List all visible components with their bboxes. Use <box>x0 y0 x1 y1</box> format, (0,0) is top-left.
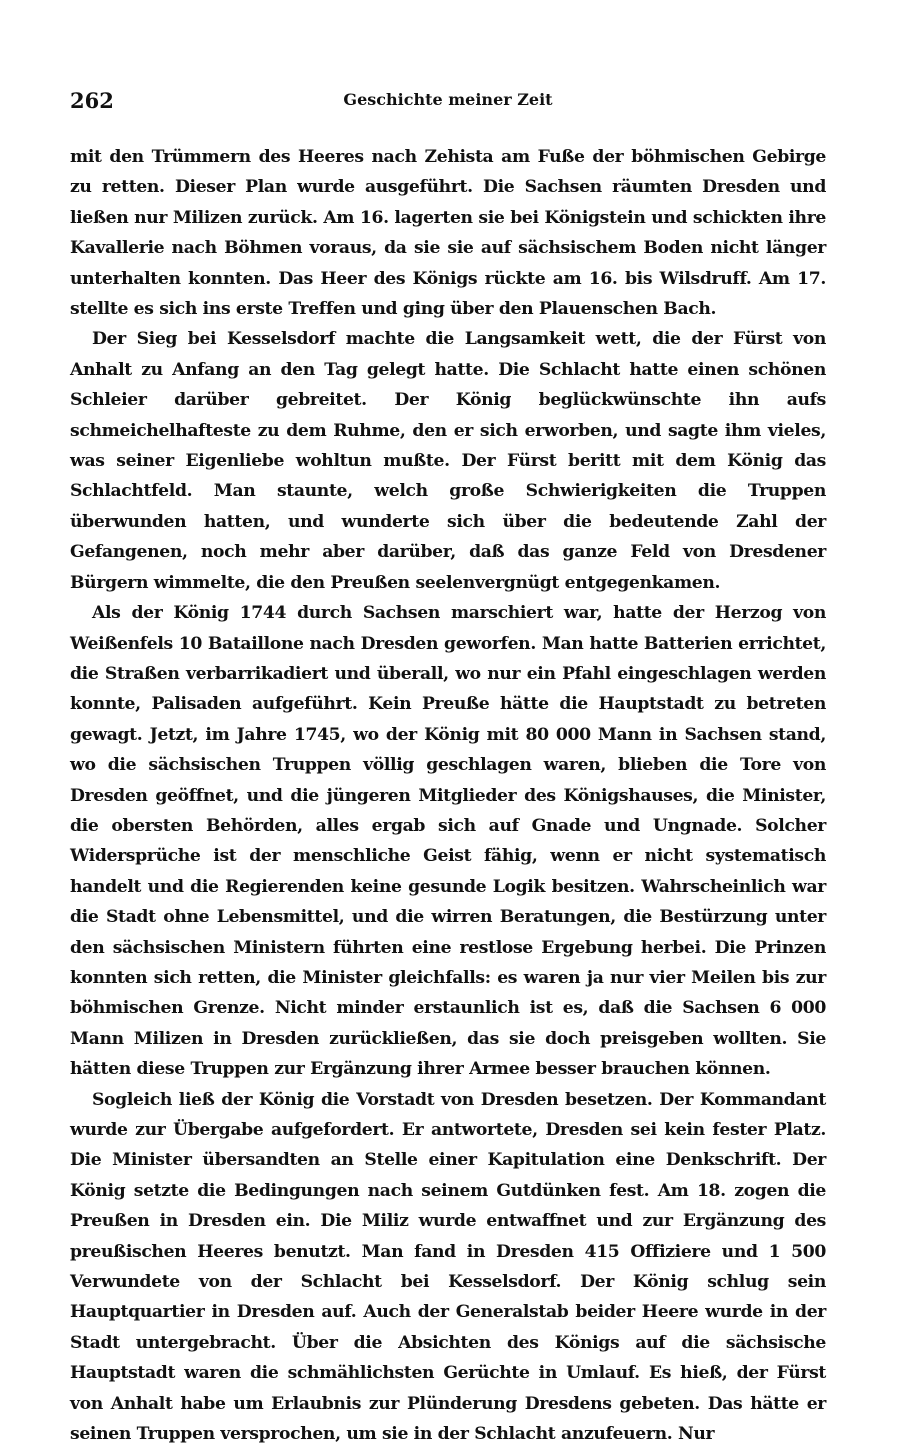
running-title: Geschichte meiner Zeit <box>343 90 553 109</box>
paragraph-kesselsdorf-victory: Der Sieg bei Kesselsdorf machte die Langsamkeit wett, die der Fürst von Anhalt zu Anfang an den Tag gelegt hatte. Die Schlacht hatte einen schönen Schleier darüber gebreitet. Der König beglückwünschte ihn aufs schmeichelhafteste zu dem Ruhme, den er sich erworben, und sagte ihm vieles, was seiner Eigenliebe wohltun mußte. Der Fürst beritt mit dem König das Schlachtfeld. Man staunte, welch große Schwierigkeiten die Truppen überwunden hatten, und wunderte sich über die bedeutende Zahl der Gefangenen, noch mehr aber darüber, daß das ganze Feld von Dresdener Bürgern wimmelte, die den Preußen seelenvergnügt entgegenkamen. <box>70 329 826 593</box>
paragraph-occupation-of-dresden: Sogleich ließ der König die Vorstadt von Dresden besetzen. Der Kommandant wurde zur Übergabe aufgefordert. Er antwortete, Dresden sei kein fester Platz. Die Minister übersandten an Stelle einer Kapitulation eine Denkschrift. Der König setzte die Bedingungen nach seinem Gutdünken fest. Am 18. zogen die Preußen in Dresden ein. Die Miliz wurde entwaffnet und zur Ergänzung des preußischen Heeres benutzt. Man fand in Dresden 415 Offiziere und 1 500 Verwundete von der Schlacht bei Kesselsdorf. Der König schlug sein Hauptquartier in Dresden auf. Auch der Generalstab beider Heere wurde in der Stadt untergebracht. Über die Absichten des Königs auf die sächsische Hauptstadt waren die schmählichsten Gerüchte in Umlauf. Es hieß, der Fürst von Anhalt habe um Erlaubnis zur Plünderung Dresdens gebeten. Das hätte er seinen Truppen versprochen, um sie in der Schlacht anzufeuern. Nur <box>70 1089 826 1445</box>
paragraph-continuation: mit den Trümmern des Heeres nach Zehista am Fuße der böhmischen Gebirge zu retten. Dieser Plan wurde ausgeführt. Die Sachsen räumten Dresden und ließen nur Milizen zurück. Am 16. lagerten sie bei Königstein und schickten ihre Kavallerie nach Böhmen voraus, da sie sie auf sächsischem Boden nicht länger unterhalten konnten. Das Heer des Königs rückte am 16. bis Wilsdruff. Am 17. stellte es sich ins erste Treffen und ging über den Plauenschen Bach. <box>70 147 826 320</box>
running-head <box>70 88 826 118</box>
body-text <box>70 142 826 1449</box>
page-number: 262 <box>70 88 114 113</box>
paragraph-dresden-surrender: Als der König 1744 durch Sachsen marschiert war, hatte der Herzog von Weißenfels 10 Bataillone nach Dresden geworfen. Man hatte Batterien errichtet, die Straßen verbarrikadiert und überall, wo nur ein Pfahl eingeschlagen werden konnte, Palisaden aufgeführt. Kein Preuße hätte die Hauptstadt zu betreten gewagt. Jetzt, im Jahre 1745, wo der König mit 80 000 Mann in Sachsen stand, wo die sächsischen Truppen völlig geschlagen waren, blieben die Tore von Dresden geöffnet, und die jüngeren Mitglieder des Königshauses, die Minister, die obersten Behörden, alles ergab sich auf Gnade und Ungnade. Solcher Widersprüche ist der menschliche Geist fähig, wenn er nicht systematisch handelt und die Regierenden keine gesunde Logik besitzen. Wahrscheinlich war die Stadt ohne Lebensmittel, und die wirren Beratungen, die Bestürzung unter den sächsischen Ministern führten eine restlose Ergebung herbei. Die Prinzen konnten sich retten, die Minister gleichfalls: es waren ja nur vier Meilen bis zur böhmischen Grenze. Nicht minder erstaunlich ist es, daß die Sachsen 6 000 Mann Milizen in Dresden zurückließen, das sie doch preisgeben wollten. Sie hätten diese Truppen zur Ergänzung ihrer Armee besser brauchen können. <box>70 603 826 1080</box>
